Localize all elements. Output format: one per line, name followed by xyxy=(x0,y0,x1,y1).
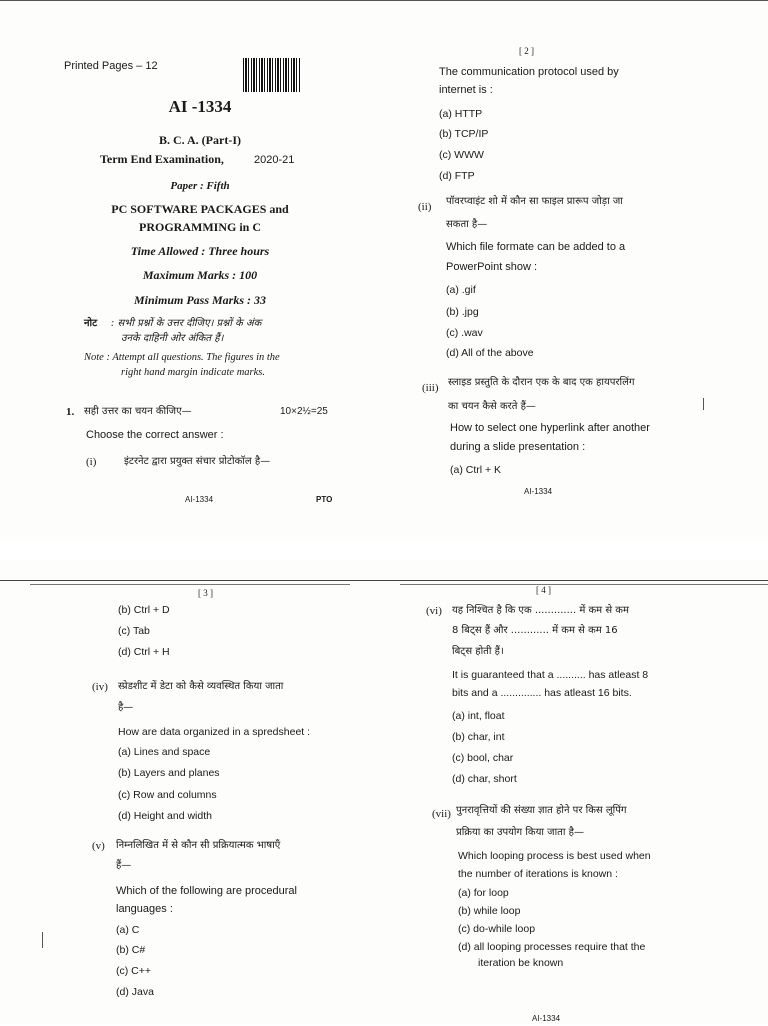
option: (c) C++ xyxy=(116,965,152,977)
question-1-number: 1. xyxy=(66,406,75,418)
option: (b) char, int xyxy=(452,731,505,743)
question-iv-hindi-line-1: स्प्रेडशीट में डेटा को कैसे व्यवस्थित किया जाता xyxy=(118,681,284,692)
question-ii-hindi-line-1: पॉवरप्वाइंट शो में कौन सा फाइल प्रारूप जोड़ा जा xyxy=(446,196,623,207)
sheet-edge xyxy=(30,584,350,585)
barcode-image xyxy=(243,58,301,92)
question-ii-english-line-2: PowerPoint show : xyxy=(446,261,538,273)
page-number-2: [ 2 ] xyxy=(519,46,534,56)
option: (d) all looping processes require that the xyxy=(458,941,646,953)
exam-title: Term End Examination, xyxy=(100,152,224,166)
footer-pto: PTO xyxy=(316,495,333,504)
question-i-hindi: इंटरनेट द्वारा प्रयुक्त संचार प्रोटोकॉल है— xyxy=(124,456,271,467)
option: (a) Lines and space xyxy=(118,746,211,758)
option: (b) while loop xyxy=(458,905,521,917)
page-number-4: [ 4 ] xyxy=(536,585,551,595)
option: (b) C# xyxy=(116,944,146,956)
question-vii-english-line-2: the number of iterations is known : xyxy=(458,868,618,880)
question-vi-hindi-line-1: यह निश्चित है कि एक ............. में कम से कम xyxy=(452,605,629,616)
subject-line-2: PROGRAMMING in C xyxy=(139,220,261,234)
option: (c) Row and columns xyxy=(118,789,217,801)
option: (c) Tab xyxy=(118,625,150,637)
option: (d) Ctrl + H xyxy=(118,646,170,658)
question-vii-hindi-line-2: प्रक्रिया का उपयोग किया जाता है— xyxy=(456,827,584,838)
exam-sheet-bottom xyxy=(0,560,768,1024)
minimum-pass-marks: Minimum Pass Marks : 33 xyxy=(133,293,267,307)
question-ii-english-line-1: Which file formate can be added to a xyxy=(446,241,626,253)
question-iii-hindi-line-2: का चयन कैसे करते हैं— xyxy=(448,401,536,412)
option: (b) Layers and planes xyxy=(118,767,220,779)
footer-code-4: AI-1334 xyxy=(532,1014,561,1023)
question-iv-number: (iv) xyxy=(92,681,108,693)
option: (d) char, short xyxy=(452,773,517,785)
option: (a) for loop xyxy=(458,887,509,899)
question-v-english-line-1: Which of the following are procedural xyxy=(116,885,297,897)
option: (d) Height and width xyxy=(118,810,212,822)
question-v-hindi-line-1: निम्नलिखित में से कौन सी प्रक्रियात्मक भाषाएँ xyxy=(116,840,281,851)
question-vi-english-line-2: bits and a .............. has atleast 16 bits. xyxy=(452,687,632,699)
margin-mark xyxy=(703,398,704,410)
time-allowed: Time Allowed : Three hours xyxy=(130,244,270,258)
exam-session: 2020-21 xyxy=(254,154,295,166)
note-hindi-line-1: : सभी प्रश्नों के उत्तर दीजिए। प्रश्नों के अंक xyxy=(111,318,262,329)
option: (a) Ctrl + K xyxy=(450,464,502,476)
question-i-english-line-1: The communication protocol used by xyxy=(439,66,619,78)
option: (a) HTTP xyxy=(439,108,483,120)
question-i-number: (i) xyxy=(86,456,97,468)
note-hindi-label: नोट xyxy=(84,318,98,329)
question-iii-english-line-2: during a slide presentation : xyxy=(450,441,586,453)
question-1-marks: 10×2½=25 xyxy=(280,406,328,417)
footer-code-2: AI-1334 xyxy=(524,487,553,496)
option: (b) TCP/IP xyxy=(439,128,489,140)
question-iii-number: (iii) xyxy=(422,382,439,394)
option: (d) All of the above xyxy=(446,347,534,359)
question-vii-english-line-1: Which looping process is best used when xyxy=(458,850,651,862)
question-ii-hindi-line-2: सकता है— xyxy=(446,219,488,230)
subject-line-1: PC SOFTWARE PACKAGES and xyxy=(111,202,289,216)
question-vi-english-line-1: It is guaranteed that a .......... has atleast 8 xyxy=(452,669,649,681)
maximum-marks: Maximum Marks : 100 xyxy=(142,268,258,282)
option: (a) C xyxy=(116,924,140,936)
question-vii-number: (vii) xyxy=(432,808,451,820)
question-iv-hindi-line-2: है— xyxy=(118,702,134,713)
sheet-edge xyxy=(0,580,768,581)
option: (d) Java xyxy=(116,986,154,998)
question-iv-english: How are data organized in a spredsheet : xyxy=(118,726,311,738)
question-vi-hindi-line-3: बिट्स होती हैं। xyxy=(452,646,504,657)
question-1-english: Choose the correct answer : xyxy=(86,429,224,441)
footer-code: AI-1334 xyxy=(185,495,214,504)
question-i-english-line-2: internet is : xyxy=(439,84,493,96)
option: (c) do-while loop xyxy=(458,923,536,935)
note-english-line-2: right hand margin indicate marks. xyxy=(121,367,265,378)
question-1-hindi: सही उत्तर का चयन कीजिए— xyxy=(84,406,192,417)
option: (a) int, float xyxy=(452,710,505,722)
option: (c) bool, char xyxy=(452,752,514,764)
paper-number: Paper : Fifth xyxy=(170,180,230,192)
note-english-line-1: Note : Attempt all questions. The figures in the xyxy=(84,352,280,363)
note-hindi-line-2: उनके दाहिनी ओर अंकित हैं। xyxy=(121,333,224,344)
option: (c) WWW xyxy=(439,149,484,161)
option: (a) .gif xyxy=(446,284,476,296)
course-name: B. C. A. (Part-I) xyxy=(159,133,241,147)
question-ii-number: (ii) xyxy=(418,201,432,213)
question-vi-hindi-line-2: 8 बिट्स हैं और ............ में कम से कम 16 xyxy=(452,625,618,636)
margin-mark xyxy=(42,932,43,948)
option: (b) .jpg xyxy=(446,306,479,318)
option: (d) FTP xyxy=(439,170,475,182)
option: (b) Ctrl + D xyxy=(118,604,170,616)
question-vii-hindi-line-1: पुनरावृत्तियों की संख्या ज्ञात होने पर किस लूपिंग xyxy=(456,805,627,816)
question-v-english-line-2: languages : xyxy=(116,903,173,915)
question-iii-hindi-line-1: स्लाइड प्रस्तुति के दौरान एक के बाद एक हायपरलिंग xyxy=(448,377,635,388)
printed-pages: Printed Pages – 12 xyxy=(64,60,158,72)
option-continuation: iteration be known xyxy=(478,957,564,969)
question-v-number: (v) xyxy=(92,840,105,852)
sheet-edge xyxy=(400,584,768,585)
question-v-hindi-line-2: हैं— xyxy=(116,860,132,871)
paper-code: AI -1334 xyxy=(168,97,232,116)
question-vi-number: (vi) xyxy=(426,605,442,617)
question-iii-english-line-1: How to select one hyperlink after another xyxy=(450,422,650,434)
option: (c) .wav xyxy=(446,327,483,339)
page-number-3: [ 3 ] xyxy=(198,588,213,598)
